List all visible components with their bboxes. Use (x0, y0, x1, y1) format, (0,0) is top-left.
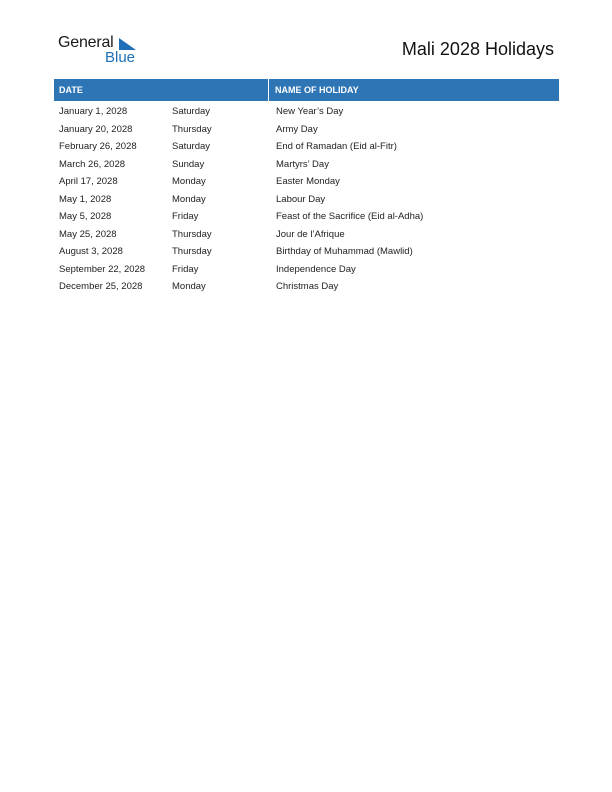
holiday-weekday: Thursday (172, 246, 212, 258)
holiday-weekday: Thursday (172, 228, 212, 240)
holiday-date: August 3, 2028 (59, 246, 123, 258)
table-row (54, 261, 559, 279)
logo-text-blue: Blue (105, 49, 136, 66)
holiday-name: Army Day (276, 123, 318, 135)
table-row (54, 191, 559, 209)
brand-logo (58, 34, 148, 68)
holiday-date: May 1, 2028 (59, 193, 112, 205)
holiday-date: May 25, 2028 (59, 228, 117, 240)
holiday-weekday: Friday (172, 263, 199, 275)
holiday-name: Labour Day (276, 193, 326, 205)
holiday-weekday: Monday (172, 176, 206, 188)
table-row (54, 278, 559, 296)
page-title: Mali 2028 Holidays (401, 39, 554, 59)
holiday-date: February 26, 2028 (59, 141, 137, 153)
holiday-date: December 25, 2028 (59, 281, 143, 293)
holiday-date: March 26, 2028 (59, 158, 126, 170)
holiday-weekday: Saturday (172, 141, 211, 153)
holiday-name: End of Ramadan (Eid al-Fitr) (276, 141, 397, 153)
holiday-name: Independence Day (276, 263, 356, 275)
holiday-date: September 22, 2028 (59, 263, 146, 275)
holiday-table (54, 79, 559, 296)
table-row (54, 103, 559, 121)
table-header (54, 79, 559, 101)
holiday-weekday: Monday (172, 281, 206, 293)
holiday-date: April 17, 2028 (59, 176, 118, 188)
table-row (54, 156, 559, 174)
table-row (54, 208, 559, 226)
holiday-weekday: Saturday (172, 106, 211, 118)
holiday-name: Easter Monday (276, 176, 340, 188)
header-holiday-name: NAME OF HOLIDAY (275, 85, 359, 95)
table-row (54, 173, 559, 191)
table-body (54, 101, 559, 296)
holiday-date: January 1, 2028 (59, 106, 128, 118)
table-row (54, 243, 559, 261)
holiday-name: Jour de l’Afrique (276, 228, 345, 240)
table-row (54, 138, 559, 156)
holiday-name: New Year’s Day (276, 106, 344, 118)
holiday-weekday: Thursday (172, 123, 212, 135)
holiday-date: May 5, 2028 (59, 211, 112, 223)
header-date: DATE (54, 79, 269, 101)
holiday-name: Martyrs’ Day (276, 158, 329, 170)
holiday-name: Birthday of Muhammad (Mawlid) (276, 246, 413, 258)
holiday-weekday: Friday (172, 211, 199, 223)
holiday-weekday: Monday (172, 193, 206, 205)
table-row (54, 226, 559, 244)
holiday-name: Feast of the Sacrifice (Eid al-Adha) (276, 211, 424, 223)
logo-text-general: General (58, 34, 114, 51)
holiday-name: Christmas Day (276, 281, 339, 293)
table-row (54, 121, 559, 139)
holiday-weekday: Sunday (172, 158, 205, 170)
holiday-date: January 20, 2028 (59, 123, 133, 135)
